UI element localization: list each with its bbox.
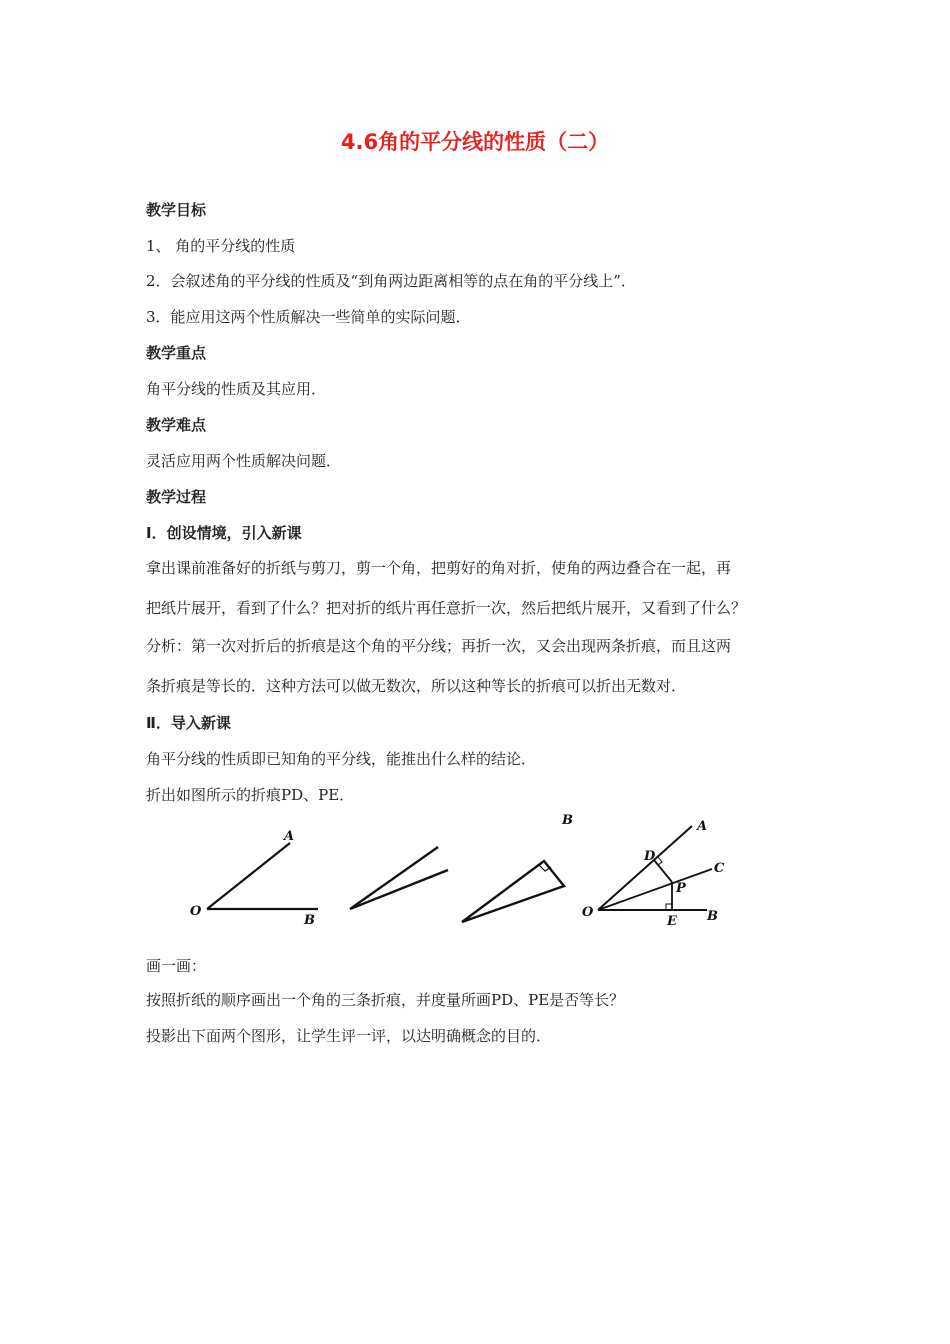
segment-pd (654, 860, 672, 882)
difficulty-heading: 教学难点 (146, 416, 207, 434)
section2-heading: Ⅱ．导入新课 (146, 714, 231, 732)
section1-heading: Ⅰ．创设情境，引入新课 (146, 524, 302, 542)
fold-figures (180, 812, 740, 937)
figure-angle (190, 829, 318, 928)
figure-folded-triangle (462, 813, 573, 922)
key-point-text: 角平分线的性质及其应用． (146, 380, 327, 398)
goal-item-3: 3．能应用这两个性质解决一些简单的实际问题． (146, 308, 471, 326)
folded-triangle (462, 861, 564, 922)
label-a: A (284, 829, 295, 844)
section1-line-4: 条折痕是等长的．这种方法可以做无数次，所以这种等长的折痕可以折出无数对． (146, 677, 687, 695)
goals-heading: 教学目标 (146, 201, 207, 219)
label-b: B (304, 913, 315, 928)
goal-item-1: 1、 角的平分线的性质 (146, 237, 296, 255)
section1-line-1: 拿出课前准备好的折纸与剪刀，剪一个角，把剪好的角对折，使角的两边叠合在一起，再 (146, 559, 732, 577)
figure-folded-angle (350, 847, 448, 909)
label-a-4: A (697, 819, 708, 834)
label-b-4: B (707, 909, 718, 924)
after-line-1: 画一画： (146, 957, 207, 975)
label-o-4: O (582, 905, 594, 920)
section1-line-3: 分析：第一次对折后的折痕是这个角的平分线；再折一次，又会出现两条折痕，而且这两 (146, 637, 732, 655)
difficulty-text: 灵活应用两个性质解决问题． (146, 452, 342, 470)
section1-line-2: 把纸片展开，看到了什么？把对折的纸片再任意折一次，然后把纸片展开，又看到了什么？ (146, 599, 747, 617)
page-title: 4.6角的平分线的性质（二） (340, 130, 610, 154)
label-d-4: D (644, 849, 656, 864)
process-heading: 教学过程 (146, 488, 207, 506)
ray-oa-4 (598, 826, 692, 910)
section2-line-2: 折出如图所示的折痕PD、PE． (146, 786, 355, 804)
bisector-oc (598, 869, 712, 910)
after-line-2: 按照折纸的顺序画出一个角的三条折痕，并度量所画PD、PE是否等长？ (146, 991, 625, 1009)
ray-oa (207, 843, 290, 909)
label-p-4: P (676, 881, 686, 896)
label-c-4: C (714, 861, 725, 876)
key-point-heading: 教学重点 (146, 344, 207, 362)
label-o: O (190, 904, 202, 919)
goal-item-2: 2．会叙述角的平分线的性质及“到角两边距离相等的点在角的平分线上”． (146, 272, 636, 290)
figure-bisector (582, 819, 725, 929)
label-top: B (562, 813, 573, 828)
fold-figures-svg (180, 812, 740, 937)
section2-line-1: 角平分线的性质即已知角的平分线，能推出什么样的结论． (146, 750, 537, 768)
label-e-4: E (667, 914, 677, 929)
right-angle-d (658, 857, 662, 865)
after-line-3: 投影出下面两个图形，让学生评一评，以达明确概念的目的． (146, 1027, 552, 1045)
